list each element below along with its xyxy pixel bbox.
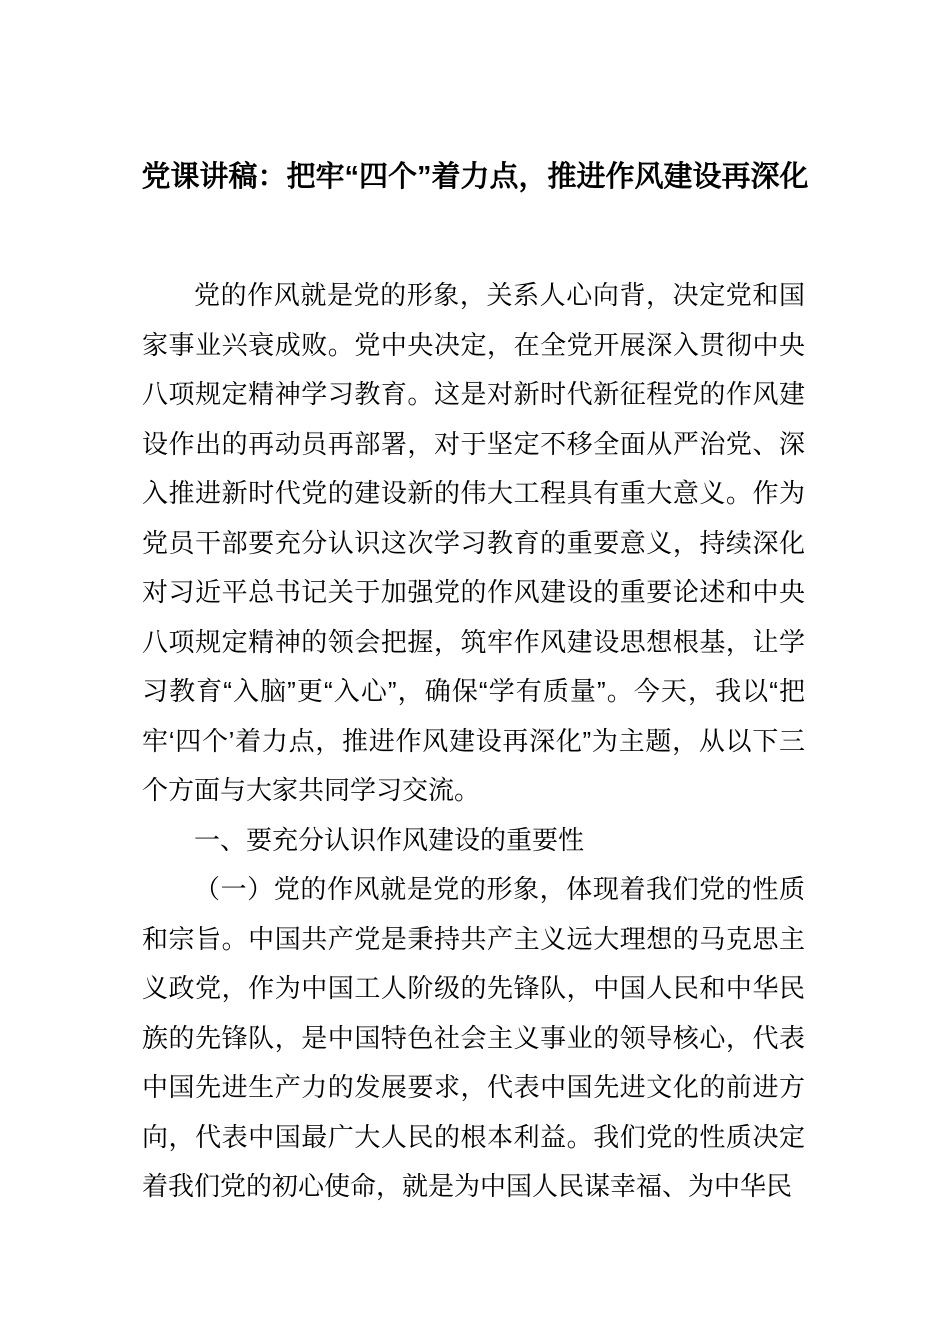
document-title: 党课讲稿：把牢“四个”着力点，推进作风建设再深化 bbox=[141, 161, 809, 193]
paragraph-intro: 党的作风就是党的形象，关系人心向背，决定党和国家事业兴衰成败。党中央决定，在全党开展深入贯彻中央八项规定精神学习教育。这是对新时代新征程党的作风建设作出的再动员再部署，对于坚定不移全面从严治党、深入推进新时代党的建设新的伟大工程具有重大意义。作为党员干部要充分认识这次学习教育的重要意义，持续深化对习近平总书记关于加强党的作风建设的重要论述和中央八项规定精神的领会把握，筑牢作风建设思想根基，让学习教育“入脑”更“入心”，确保“学有质量”。今天，我以“把牢‘四个’着力点，推进作风建设再深化”为主题，从以下三个方面与大家共同学习交流。 bbox=[142, 280, 805, 805]
document-body bbox=[142, 271, 805, 1212]
paragraph-section-1-1: （一）党的作风就是党的形象，体现着我们党的性质和宗旨。中国共产党是秉持共产主义远大理想的马克思主义政党，作为中国工人阶级的先锋队，中国人民和中华民族的先锋队，是中国特色社会主义事业的领导核心，代表中国先进生产力的发展要求，代表中国先进文化的前进方向，代表中国最广大人民的根本利益。我们党的性质决定着我们党的初心使命，就是为中国人民谋幸福、为中华民 bbox=[142, 874, 805, 1201]
section-heading-1: 一、要充分认识作风建设的重要性 bbox=[194, 824, 585, 855]
